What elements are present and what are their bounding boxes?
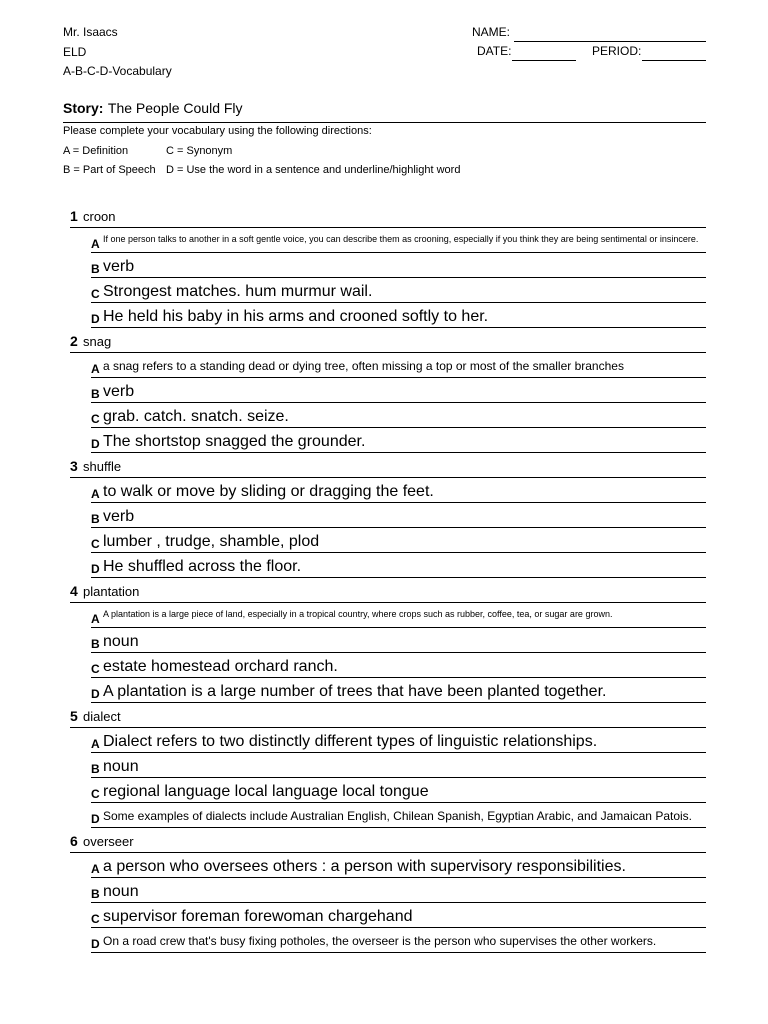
row-answer: a snag refers to a standing dead or dying tree, often missing a top or most of the smaller branches bbox=[103, 359, 624, 373]
word-text: snag bbox=[83, 334, 112, 349]
vocab-row-b[interactable] bbox=[91, 627, 706, 653]
vocab-word-1 bbox=[70, 202, 706, 228]
row-answer: noun bbox=[103, 883, 139, 900]
word-number: 2 bbox=[70, 333, 78, 349]
vocab-word-5 bbox=[70, 702, 706, 728]
row-answer: verb bbox=[103, 383, 135, 400]
row-letter: D bbox=[91, 812, 100, 826]
word-text: plantation bbox=[83, 584, 140, 599]
row-letter: B bbox=[91, 512, 100, 526]
word-text: overseer bbox=[83, 834, 134, 849]
row-letter: D bbox=[91, 312, 100, 326]
vocab-row-d[interactable] bbox=[91, 427, 706, 453]
vocab-row-b[interactable] bbox=[91, 877, 706, 903]
row-letter: B bbox=[91, 262, 100, 276]
word-number: 3 bbox=[70, 458, 78, 474]
word-text: shuffle bbox=[83, 459, 122, 474]
row-answer: Strongest matches. hum murmur wail. bbox=[103, 283, 373, 300]
vocab-row-c[interactable] bbox=[91, 402, 706, 428]
word-number: 1 bbox=[70, 208, 78, 224]
row-letter: C bbox=[91, 287, 100, 301]
direction-a: A = Definition bbox=[63, 145, 129, 157]
vocab-row-b[interactable] bbox=[91, 252, 706, 278]
directions-row-2 bbox=[63, 164, 460, 176]
row-answer: He held his baby in his arms and crooned softly to her. bbox=[103, 308, 489, 325]
story-label: Story: bbox=[63, 100, 104, 116]
row-answer: lumber , trudge, shamble, plod bbox=[103, 533, 320, 550]
row-answer: A plantation is a large piece of land, especially in a tropical country, where crops such as rubber, coffee, tea, or sugar are grown. bbox=[103, 609, 613, 619]
row-letter: D bbox=[91, 562, 100, 576]
row-answer: noun bbox=[103, 633, 139, 650]
word-number: 4 bbox=[70, 583, 78, 599]
vocab-row-c[interactable] bbox=[91, 652, 706, 678]
date-line[interactable] bbox=[512, 60, 576, 61]
word-number: 6 bbox=[70, 833, 78, 849]
vocab-row-c[interactable] bbox=[91, 777, 706, 803]
direction-d: D = Use the word in a sentence and underline/highlight word bbox=[166, 164, 461, 176]
vocab-row-b[interactable] bbox=[91, 502, 706, 528]
row-answer: verb bbox=[103, 258, 135, 275]
row-letter: D bbox=[91, 937, 100, 951]
vocab-row-d[interactable] bbox=[91, 552, 706, 578]
vocab-word-6 bbox=[70, 827, 706, 853]
story-title: The People Could Fly bbox=[107, 100, 243, 116]
period-line[interactable] bbox=[642, 60, 706, 61]
vocab-row-d[interactable] bbox=[91, 677, 706, 703]
vocab-row-a[interactable] bbox=[91, 852, 706, 878]
row-letter: C bbox=[91, 412, 100, 426]
vocab-row-a[interactable] bbox=[91, 227, 706, 253]
vocab-row-b[interactable] bbox=[91, 377, 706, 403]
row-answer: If one person talks to another in a soft gentle voice, you can describe them as crooning, especially if you think they are being sentimental or insincere. bbox=[103, 234, 699, 244]
directions-row-1 bbox=[63, 145, 232, 157]
vocab-row-b[interactable] bbox=[91, 752, 706, 778]
row-letter: C bbox=[91, 537, 100, 551]
vocab-row-c[interactable] bbox=[91, 277, 706, 303]
row-answer: to walk or move by sliding or dragging the feet. bbox=[103, 483, 434, 500]
vocab-word-4 bbox=[70, 577, 706, 603]
row-letter: B bbox=[91, 637, 100, 651]
row-letter: B bbox=[91, 387, 100, 401]
word-text: dialect bbox=[83, 709, 121, 724]
direction-c: C = Synonym bbox=[166, 145, 233, 157]
word-text: croon bbox=[83, 209, 116, 224]
row-letter: D bbox=[91, 687, 100, 701]
vocab-word-3 bbox=[70, 452, 706, 478]
row-answer: regional language local language local tongue bbox=[103, 783, 429, 800]
vocab-row-a[interactable] bbox=[91, 352, 706, 378]
row-answer: grab. catch. snatch. seize. bbox=[103, 408, 289, 425]
row-answer: noun bbox=[103, 758, 139, 775]
row-letter: A bbox=[91, 362, 100, 376]
header-info bbox=[63, 25, 172, 84]
name-field bbox=[470, 25, 706, 45]
row-letter: A bbox=[91, 862, 100, 876]
row-letter: C bbox=[91, 787, 100, 801]
row-answer: verb bbox=[103, 508, 135, 525]
name-label: NAME: bbox=[471, 25, 510, 39]
vocab-row-a[interactable] bbox=[91, 477, 706, 503]
row-letter: A bbox=[91, 237, 100, 251]
vocab-row-d[interactable] bbox=[91, 802, 706, 828]
row-answer: The shortstop snagged the grounder. bbox=[103, 433, 366, 450]
row-letter: A bbox=[91, 612, 100, 626]
row-letter: C bbox=[91, 912, 100, 926]
word-number: 5 bbox=[70, 708, 78, 724]
row-answer: estate homestead orchard ranch. bbox=[103, 658, 338, 675]
row-letter: C bbox=[91, 662, 100, 676]
vocab-row-d[interactable] bbox=[91, 927, 706, 953]
directions-intro: Please complete your vocabulary using the following directions: bbox=[63, 125, 372, 137]
row-letter: A bbox=[91, 487, 100, 501]
row-letter: D bbox=[91, 437, 100, 451]
assignment-title: A-B-C-D-Vocabulary bbox=[63, 64, 172, 78]
name-line[interactable] bbox=[514, 41, 706, 42]
period-label: PERIOD: bbox=[592, 44, 642, 58]
date-label: DATE: bbox=[477, 44, 512, 58]
teacher-name: Mr. Isaacs bbox=[63, 25, 118, 39]
row-answer: On a road crew that's busy fixing potholes, the overseer is the person who supervises the other workers. bbox=[103, 934, 657, 948]
row-letter: B bbox=[91, 762, 100, 776]
direction-b: B = Part of Speech bbox=[63, 164, 156, 176]
date-period-field bbox=[470, 44, 706, 64]
row-answer: a person who oversees others : a person with supervisory responsibilities. bbox=[103, 858, 626, 875]
row-letter: B bbox=[91, 887, 100, 901]
vocab-row-c[interactable] bbox=[91, 902, 706, 928]
vocab-row-c[interactable] bbox=[91, 527, 706, 553]
row-answer: A plantation is a large number of trees that have been planted together. bbox=[103, 683, 607, 700]
vocab-word-2 bbox=[70, 327, 706, 353]
row-answer: Dialect refers to two distinctly different types of linguistic relationships. bbox=[103, 733, 598, 750]
row-answer: He shuffled across the floor. bbox=[103, 558, 302, 575]
vocab-row-a[interactable] bbox=[91, 727, 706, 753]
row-answer: supervisor foreman forewoman chargehand bbox=[103, 908, 413, 925]
story-heading bbox=[63, 100, 706, 123]
row-letter: A bbox=[91, 737, 100, 751]
vocab-row-d[interactable] bbox=[91, 302, 706, 328]
vocab-row-a[interactable] bbox=[91, 602, 706, 628]
row-answer: Some examples of dialects include Australian English, Chilean Spanish, Egyptian Arabic, and Jamaican Patois. bbox=[103, 809, 693, 823]
class-name: ELD bbox=[63, 44, 87, 59]
